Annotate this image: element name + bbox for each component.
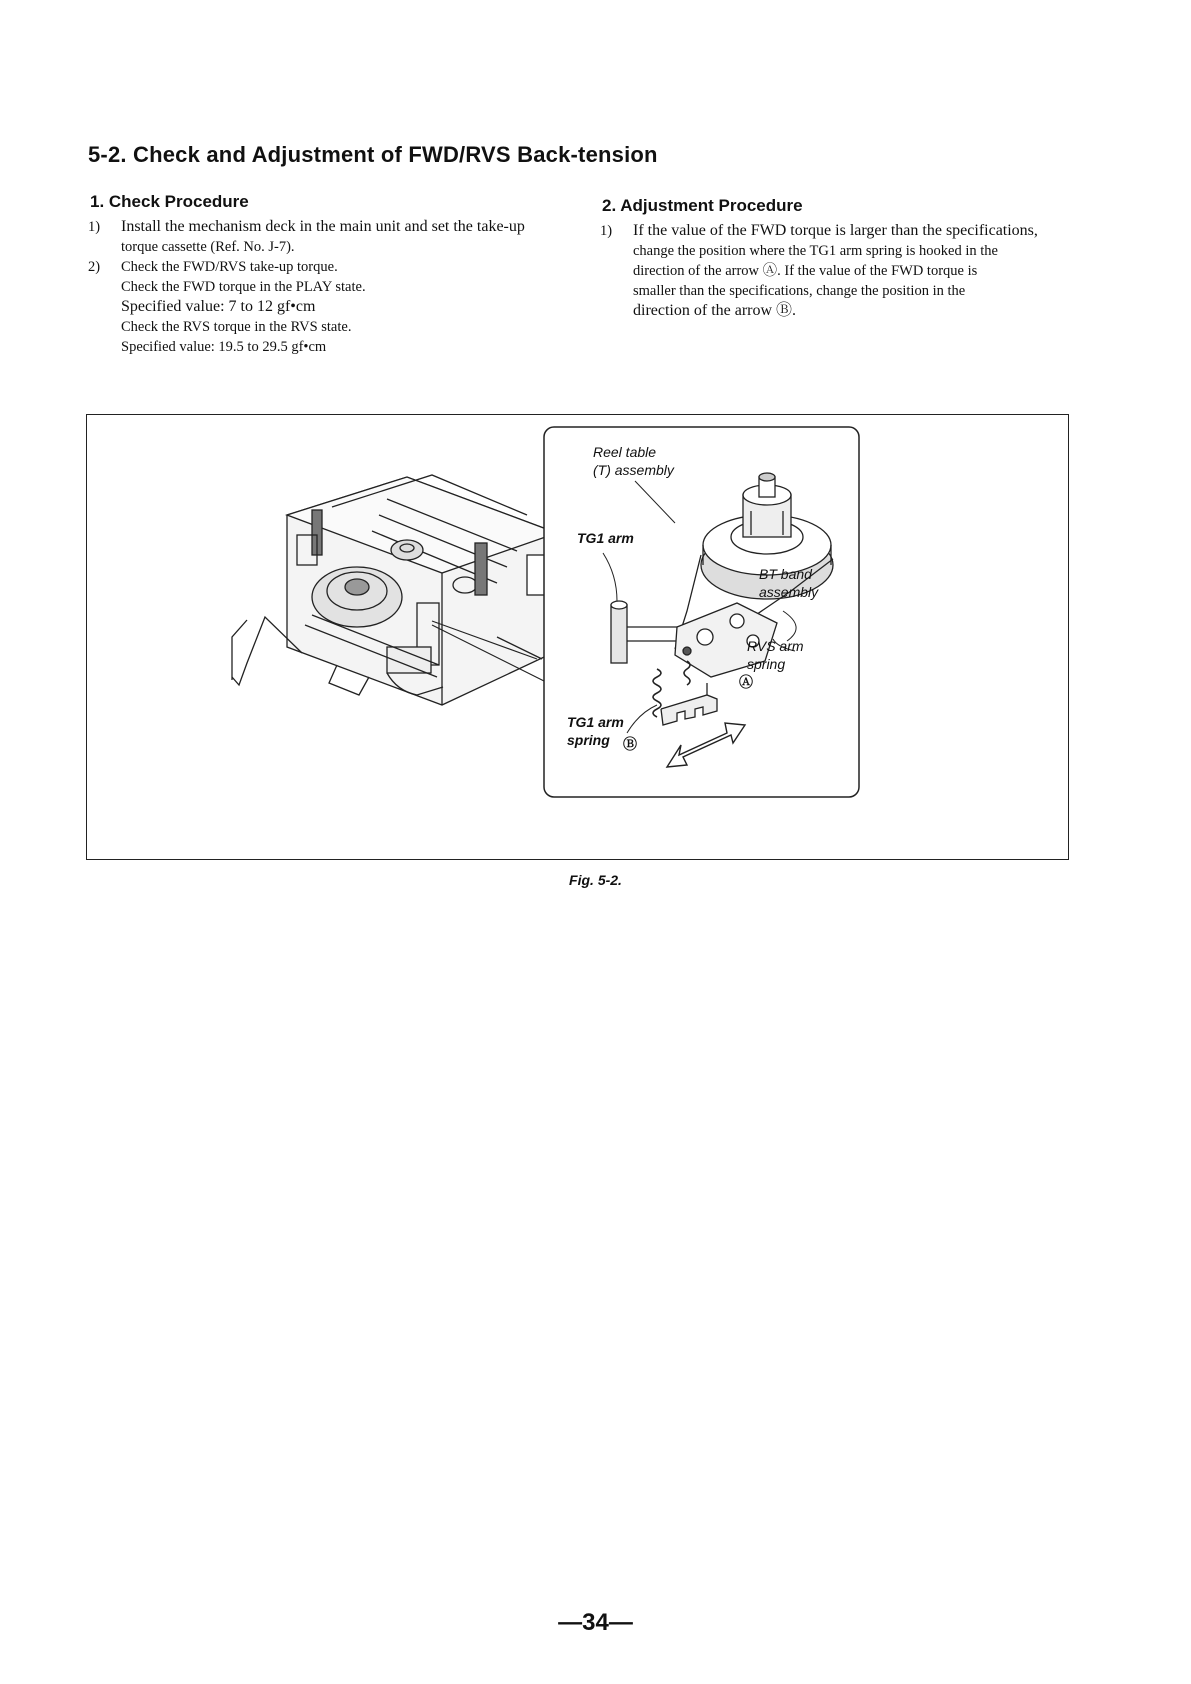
check-procedure-heading: 1. Check Procedure — [90, 192, 249, 211]
check-step-1 — [88, 217, 568, 257]
step-line: Specified value: 19.5 to 29.5 gf•cm — [121, 339, 327, 355]
step-line: Check the FWD torque in the PLAY state. — [121, 279, 366, 295]
step-line: Install the mechanism deck in the main unit and set the take-up — [121, 218, 525, 235]
step-line: direction of the arrow Ⓑ. — [633, 302, 797, 319]
step-line: Check the FWD/RVS take-up torque. — [121, 259, 338, 275]
figure-caption: Fig. 5-2. — [569, 872, 622, 888]
label-tg1-arm-spring: TG1 arm spring — [567, 714, 624, 748]
step-number: 2) — [88, 259, 101, 275]
label-reel-table: Reel table (T) assembly — [593, 444, 674, 478]
step-line: smaller than the specifications, change the position in the — [633, 283, 966, 299]
step-line: torque cassette (Ref. No. J-7). — [121, 239, 295, 255]
step-number: 1) — [88, 219, 101, 235]
adjustment-step-1 — [600, 221, 1070, 321]
step-line: If the value of the FWD torque is larger than the specifications, — [633, 222, 1038, 239]
step-line: Check the RVS torque in the RVS state. — [121, 319, 352, 335]
adjustment-procedure-heading: 2. Adjustment Procedure — [602, 196, 803, 215]
mechanism-deck-drawing — [232, 475, 557, 705]
label-arrow-b: Ⓑ — [623, 736, 637, 752]
section-title: 5-2. Check and Adjustment of FWD/RVS Back-tension — [88, 142, 658, 167]
label-rvs-arm-spring: RVS arm spring — [747, 638, 804, 672]
adjustment-procedure-section — [600, 196, 1070, 321]
check-procedure-section — [88, 192, 568, 357]
step-number: 1) — [600, 223, 613, 239]
label-bt-band-assembly: BT band assembly — [759, 566, 819, 600]
step-line: direction of the arrow Ⓐ. If the value of the FWD torque is — [633, 263, 978, 279]
label-tg1-arm: TG1 arm — [577, 530, 634, 546]
figure-frame — [86, 414, 1069, 860]
mechanism-illustration — [87, 415, 1070, 861]
step-line: Specified value: 7 to 12 gf•cm — [121, 298, 316, 315]
label-arrow-a: Ⓐ — [739, 674, 753, 690]
page-number: —34— — [558, 1609, 633, 1636]
step-line: change the position where the TG1 arm spring is hooked in the — [633, 243, 998, 259]
check-step-2 — [88, 257, 568, 357]
